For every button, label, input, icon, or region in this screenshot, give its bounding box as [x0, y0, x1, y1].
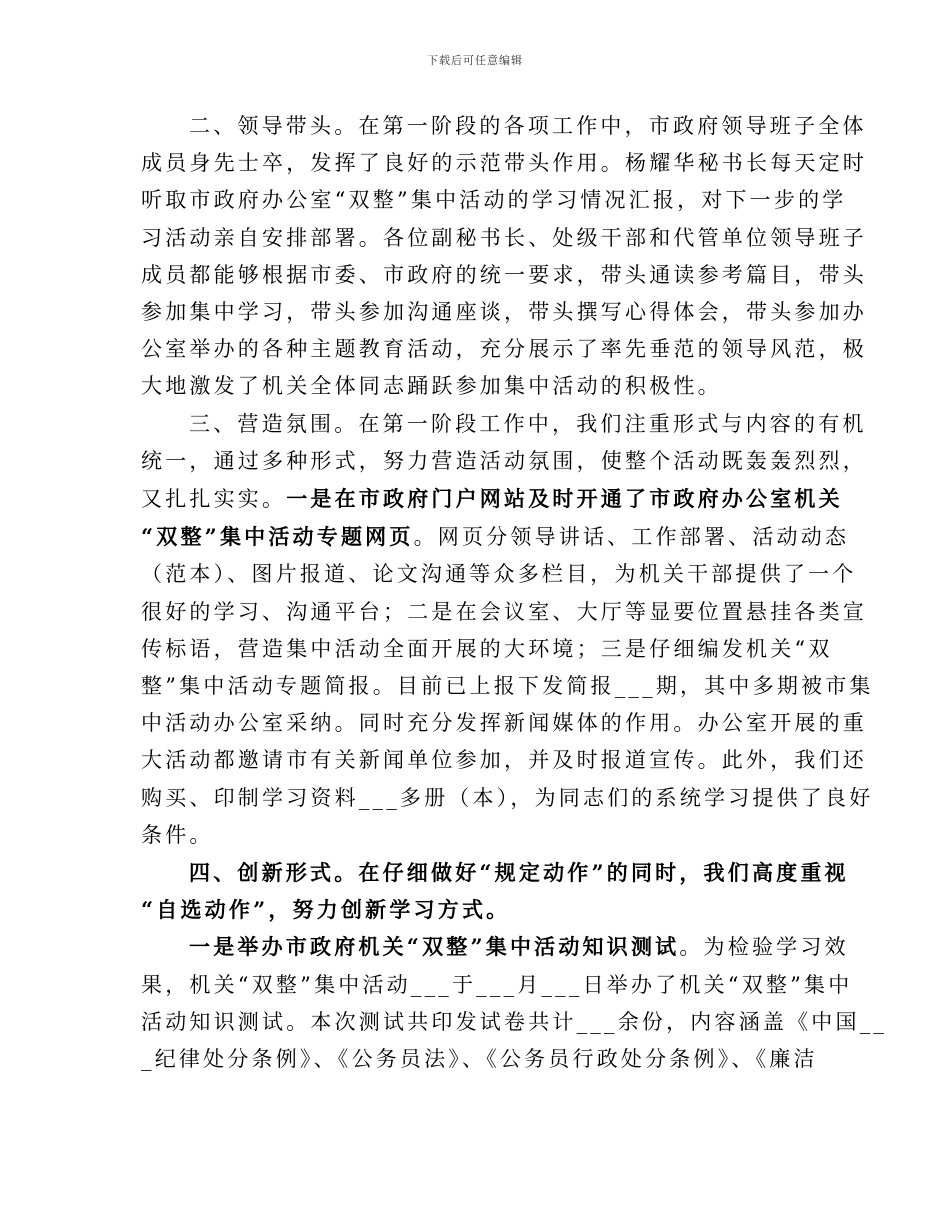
bold-text-run: “双整”集中活动专题网页	[141, 524, 414, 550]
text-line: 很好的学习、沟通平台；二是在会议室、大厅等显要位置悬挂各类宣	[141, 599, 867, 624]
text-line: “自选动作”，努力创新学习方式。	[141, 897, 511, 923]
paragraph-leadership	[141, 108, 867, 406]
text-line: 购买、印制学习资料___多册（本），为同志们的系统学习提供了良好	[141, 785, 874, 810]
text-line: 成员身先士卒，发挥了良好的示范带头作用。杨耀华秘书长每天定时	[141, 151, 867, 176]
text-line: 条件。	[141, 822, 214, 847]
text-line: 三、营造氛围。在第一阶段工作中，我们注重形式与内容的有机	[189, 411, 867, 436]
text-line: 成员都能够根据市委、市政府的统一要求，带头通读参考篇目，带头	[141, 262, 867, 287]
text-line: 大地激发了机关全体同志踊跃参加集中活动的积极性。	[141, 374, 722, 399]
text-line	[141, 518, 850, 556]
text-line: （范本）、图片报道、论文沟通等众多栏目，为机关干部提供了一个	[141, 562, 857, 587]
bold-text-run: 一是举办市政府机关“双整”集中活动知识测试	[189, 934, 680, 960]
text-line: 传标语，营造集中活动全面开展的大环境；三是仔细编发机关“双	[141, 636, 833, 661]
bold-text-run: 一是在市政府门户网站及时开通了市政府办公室机关	[286, 486, 843, 512]
text-line: 参加集中学习，带头参加沟通座谈，带头撰写心得体会，带头参加办	[141, 300, 867, 325]
paragraph-innovation	[141, 854, 849, 928]
paragraph-atmosphere	[141, 406, 874, 854]
text-line	[141, 480, 843, 518]
text-line: 果，机关“双整”集中活动___于___月___日举办了机关“双整”集中	[141, 972, 853, 997]
text-line: _纪律处分条例》、《公务员法》、《公务员行政处分条例》、《廉洁	[141, 1047, 818, 1072]
text-line: 四、创新形式。在仔细做好“规定动作”的同时，我们高度重视	[189, 860, 849, 886]
text-line: 二、领导带头。在第一阶段的各项工作中，市政府领导班子全体	[189, 114, 867, 138]
page-header: 下载后可任意编辑	[427, 54, 523, 67]
text-line: 活动知识测试。本次测试共印发试卷共计___余份，内容涵盖《中国__	[141, 1009, 888, 1034]
text-run: 又扎扎实实。	[141, 487, 287, 512]
text-line	[141, 928, 849, 966]
text-run: 。网页分领导讲话、工作部署、活动动态	[413, 525, 850, 550]
text-run: 。为检验学习效	[679, 935, 849, 960]
text-line: 整”集中活动专题简报。目前已上报下发简报___期，其中多期被市集	[141, 674, 874, 699]
text-line: 中活动办公室采纳。同时充分发挥新闻媒体的作用。办公室开展的重	[141, 711, 867, 736]
text-line: 听取市政府办公室“双整”集中活动的学习情况汇报，对下一步的学	[141, 188, 847, 213]
text-line: 大活动都邀请市有关新闻单位参加，并及时报道宣传。此外，我们还	[141, 748, 867, 773]
document-body	[141, 108, 888, 1078]
paragraph-knowledge-test	[141, 928, 888, 1078]
text-line: 公室举办的各种主题教育活动，充分展示了率先垂范的领导风范，极	[141, 337, 867, 362]
text-line: 统一，通过多种形式，努力营造活动氛围，使整个活动既轰轰烈烈，	[141, 448, 867, 473]
text-line: 习活动亲自安排部署。各位副秘书长、处级干部和代管单位领导班子	[141, 225, 867, 250]
